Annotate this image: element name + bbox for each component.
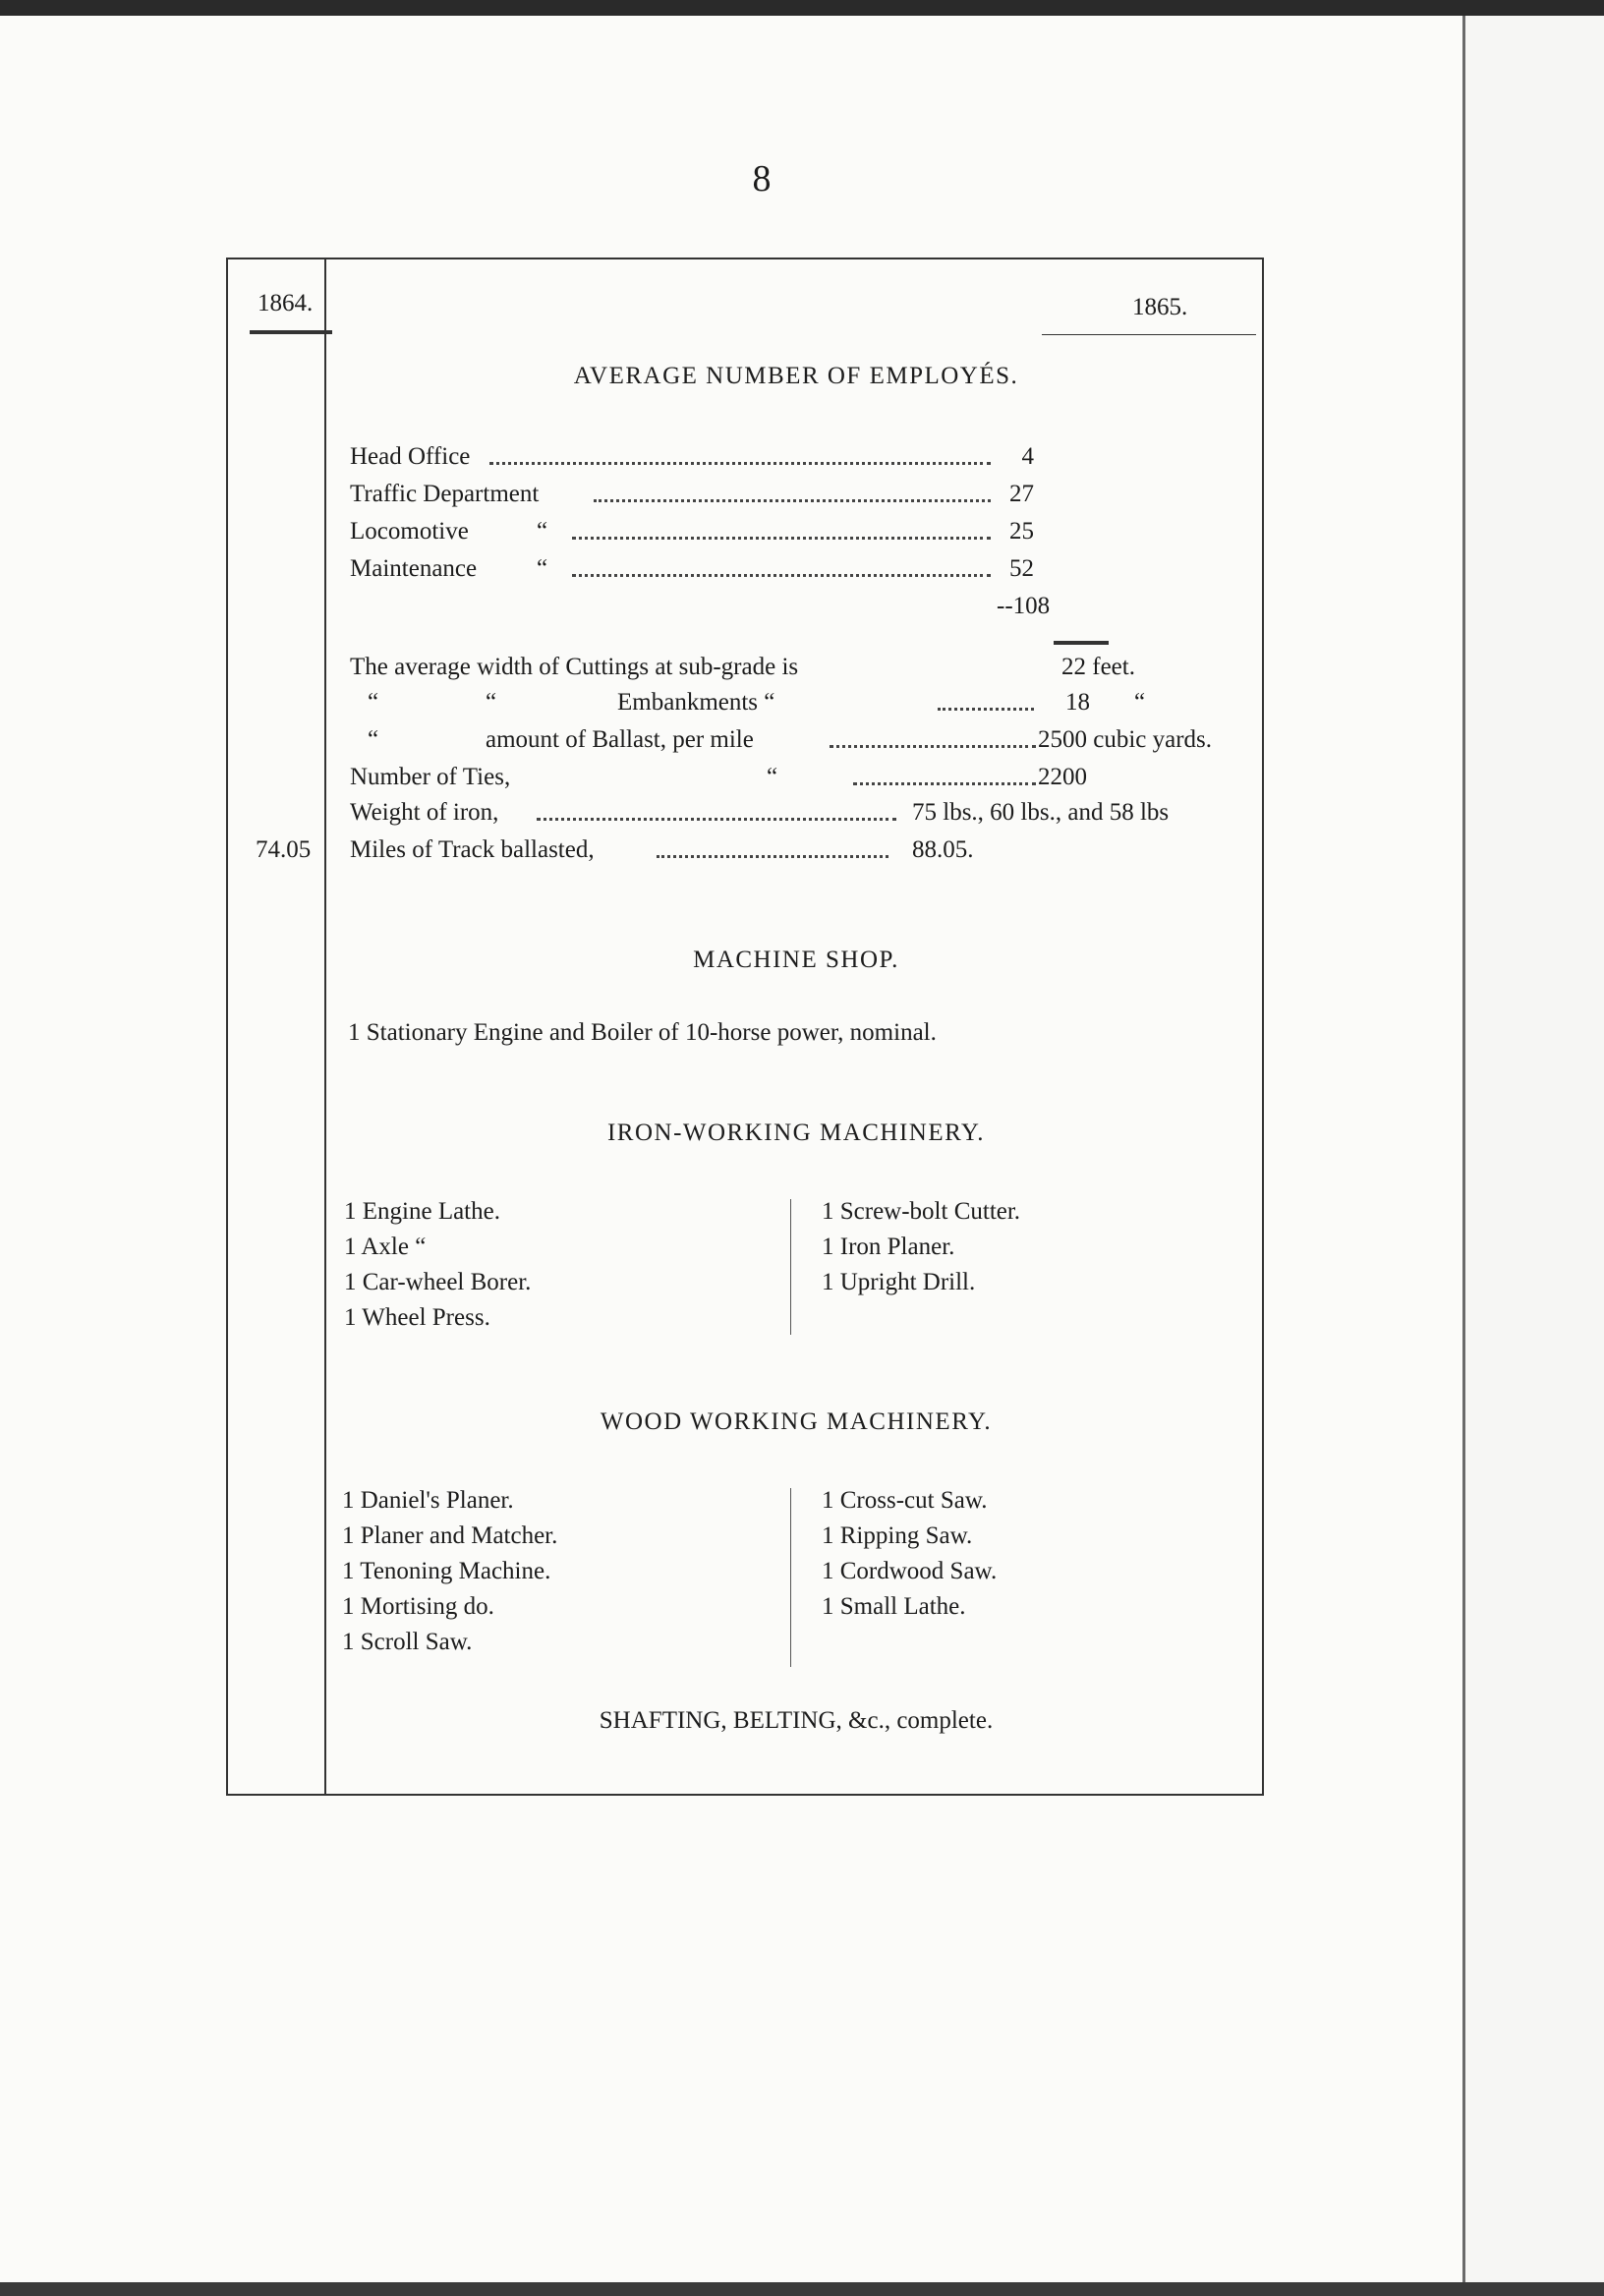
leader-dots: [572, 574, 991, 577]
page-gutter-line: [1462, 16, 1465, 2282]
wood-left-item: 1 Scroll Saw.: [342, 1629, 473, 1655]
machine-shop-heading: MACHINE SHOP.: [693, 947, 899, 973]
miles-label: Miles of Track ballasted,: [350, 836, 595, 863]
miles-1864-value: 74.05: [256, 836, 312, 863]
ditto-mark: “: [537, 518, 548, 545]
leader-dots: [853, 782, 1036, 785]
year-column-divider: [324, 259, 326, 1794]
iron-label: Weight of iron,: [350, 799, 499, 826]
iron-value: 75 lbs., 60 lbs., and 58 lbs: [912, 799, 1170, 826]
wood-right-item: 1 Ripping Saw.: [822, 1522, 973, 1549]
leader-dots: [594, 499, 991, 502]
embankments-label: Embankments “: [617, 689, 775, 716]
wood-left-item: 1 Planer and Matcher.: [342, 1522, 558, 1549]
iron-right-item: 1 Iron Planer.: [822, 1234, 955, 1260]
ties-value: 2200: [1038, 764, 1087, 790]
total-rule: [1054, 641, 1109, 645]
ditto-mark: “: [368, 726, 379, 753]
year-1865-header: 1865.: [1132, 294, 1188, 320]
cuttings-value: 22 feet.: [1061, 654, 1135, 680]
ballast-value: 2500 cubic yards.: [1038, 726, 1213, 753]
ditto-mark: “: [1134, 689, 1146, 716]
wood-left-item: 1 Tenoning Machine.: [342, 1558, 551, 1584]
employee-row-maintenance-value: 52: [1009, 555, 1034, 582]
employee-row-traffic-label: Traffic Department: [350, 481, 540, 507]
leader-dots: [572, 537, 991, 540]
machine-shop-line: 1 Stationary Engine and Boiler of 10-horse power, nominal.: [348, 1019, 937, 1046]
iron-left-item: 1 Wheel Press.: [344, 1304, 490, 1331]
ditto-mark: “: [537, 555, 548, 582]
employees-total: --108: [997, 593, 1051, 619]
iron-left-item: 1 Car-wheel Borer.: [344, 1269, 532, 1295]
iron-columns-divider: [790, 1199, 791, 1335]
scan-top-edge: [0, 0, 1604, 16]
ditto-mark: “: [368, 689, 379, 716]
embankments-value: 18: [1065, 689, 1090, 716]
employees-heading: AVERAGE NUMBER OF EMPLOYÉS.: [573, 363, 1019, 389]
employee-row-maintenance-label: Maintenance: [350, 555, 478, 582]
iron-right-item: 1 Screw-bolt Cutter.: [822, 1198, 1021, 1225]
leader-dots: [657, 855, 888, 858]
scan-bottom-edge: [0, 2282, 1604, 2296]
employee-row-head-office-label: Head Office: [350, 443, 471, 470]
ballast-label: amount of Ballast, per mile: [486, 726, 754, 753]
employee-row-head-office-value: 4: [1021, 443, 1034, 470]
iron-right-item: 1 Upright Drill.: [822, 1269, 976, 1295]
page-number: 8: [752, 158, 772, 200]
employee-row-locomotive-label: Locomotive: [350, 518, 469, 545]
wood-working-heading: WOOD WORKING MACHINERY.: [600, 1408, 993, 1435]
ditto-mark: “: [767, 764, 778, 790]
table-frame: [226, 258, 1264, 1796]
iron-left-item: 1 Engine Lathe.: [344, 1198, 500, 1225]
employee-row-locomotive-value: 25: [1009, 518, 1034, 545]
wood-columns-divider: [790, 1488, 791, 1667]
leader-dots: [830, 745, 1036, 748]
year-1865-rule: [1042, 334, 1256, 335]
cuttings-label: The average width of Cuttings at sub-grade is: [350, 654, 799, 680]
year-1864-header: 1864.: [258, 290, 314, 316]
wood-left-item: 1 Daniel's Planer.: [342, 1487, 514, 1514]
leader-dots: [489, 462, 991, 465]
leader-dots: [938, 708, 1034, 711]
facing-page-edge: [1465, 16, 1604, 2282]
miles-1865-value: 88.05.: [912, 836, 974, 863]
iron-left-item: 1 Axle “: [344, 1234, 427, 1260]
wood-right-item: 1 Cordwood Saw.: [822, 1558, 998, 1584]
iron-working-heading: IRON-WORKING MACHINERY.: [606, 1119, 986, 1146]
ditto-mark: “: [486, 689, 497, 716]
wood-right-item: 1 Cross-cut Saw.: [822, 1487, 988, 1514]
year-1864-rule: [250, 330, 332, 334]
ties-label: Number of Ties,: [350, 764, 511, 790]
shafting-line: SHAFTING, BELTING, &c., complete.: [599, 1707, 994, 1734]
leader-dots: [537, 818, 896, 821]
employee-row-traffic-value: 27: [1009, 481, 1034, 507]
wood-left-item: 1 Mortising do.: [342, 1593, 494, 1620]
wood-right-item: 1 Small Lathe.: [822, 1593, 966, 1620]
